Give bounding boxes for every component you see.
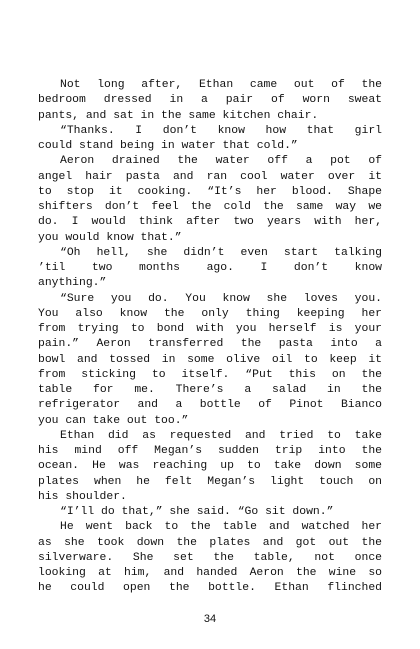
text-line: “I’ll do that,” she said. “Go sit down.”	[60, 506, 334, 518]
text-line: bedroom dressed in a pair of worn sweat	[38, 94, 382, 107]
text-line: ’til two months ago. I don’t know	[38, 262, 382, 274]
text-line: refrigerator and a bottle of Pinot Bianco	[38, 399, 382, 412]
text-line: table for me. There’s a salad in the	[38, 384, 382, 396]
text-line: Ethan did as requested and tried to take	[60, 429, 382, 442]
text-line: pants, and sat in the same kitchen chair.	[38, 109, 319, 122]
text-line: you would know that.”	[38, 231, 182, 244]
text-line: “Oh hell, she didn’t even start talking	[60, 246, 382, 259]
page-number: 34	[203, 613, 217, 625]
text-line: angel hair pasta and ran cool water over it	[38, 170, 382, 183]
text-line: plates when he felt Megan’s light touch on	[38, 475, 382, 488]
text-line: his mind off Megan’s sudden trip into the	[38, 445, 382, 457]
text-line: as she took down the plates and got out the	[38, 536, 382, 549]
text-line: from trying to bond with you herself is your	[38, 323, 382, 335]
text-line: Not long after, Ethan came out of the	[60, 79, 382, 91]
text-line: to stop it cooking. “It’s her blood. Shape	[38, 185, 382, 198]
text-line: bowl and tossed in some olive oil to keep it	[38, 353, 382, 366]
text-line: he could open the bottle. Ethan flinched	[38, 582, 382, 595]
text-line: you can take out too.”	[38, 414, 189, 427]
text-line: anything.”	[38, 277, 107, 290]
text-line: could stand being in water that cold.”	[38, 140, 298, 152]
text-line: ocean. He was reaching up to take down some	[38, 460, 382, 473]
text-line: shifters don’t feel the cold the same way we	[38, 201, 382, 213]
body-text	[38, 78, 382, 597]
text-line: his shoulder.	[38, 490, 127, 503]
text-line: silverware. She set the table, not once	[38, 551, 382, 564]
text-line: You also know the only thing keeping her	[38, 307, 382, 320]
text-line: “Thanks. I don’t know how that girl	[60, 124, 382, 137]
text-line: pain.” Aeron transferred the pasta into a	[38, 338, 382, 351]
text-line: do. I would think after two years with her,	[38, 216, 382, 229]
text-line: looking at him, and handed Aeron the wine so	[38, 567, 382, 579]
text-line: He went back to the table and watched her	[60, 521, 382, 534]
text-line: from sticking to itself. “Put this on the	[38, 368, 382, 381]
text-line: “Sure you do. You know she loves you.	[60, 292, 382, 305]
text-line: Aeron drained the water off a pot of	[60, 155, 382, 168]
